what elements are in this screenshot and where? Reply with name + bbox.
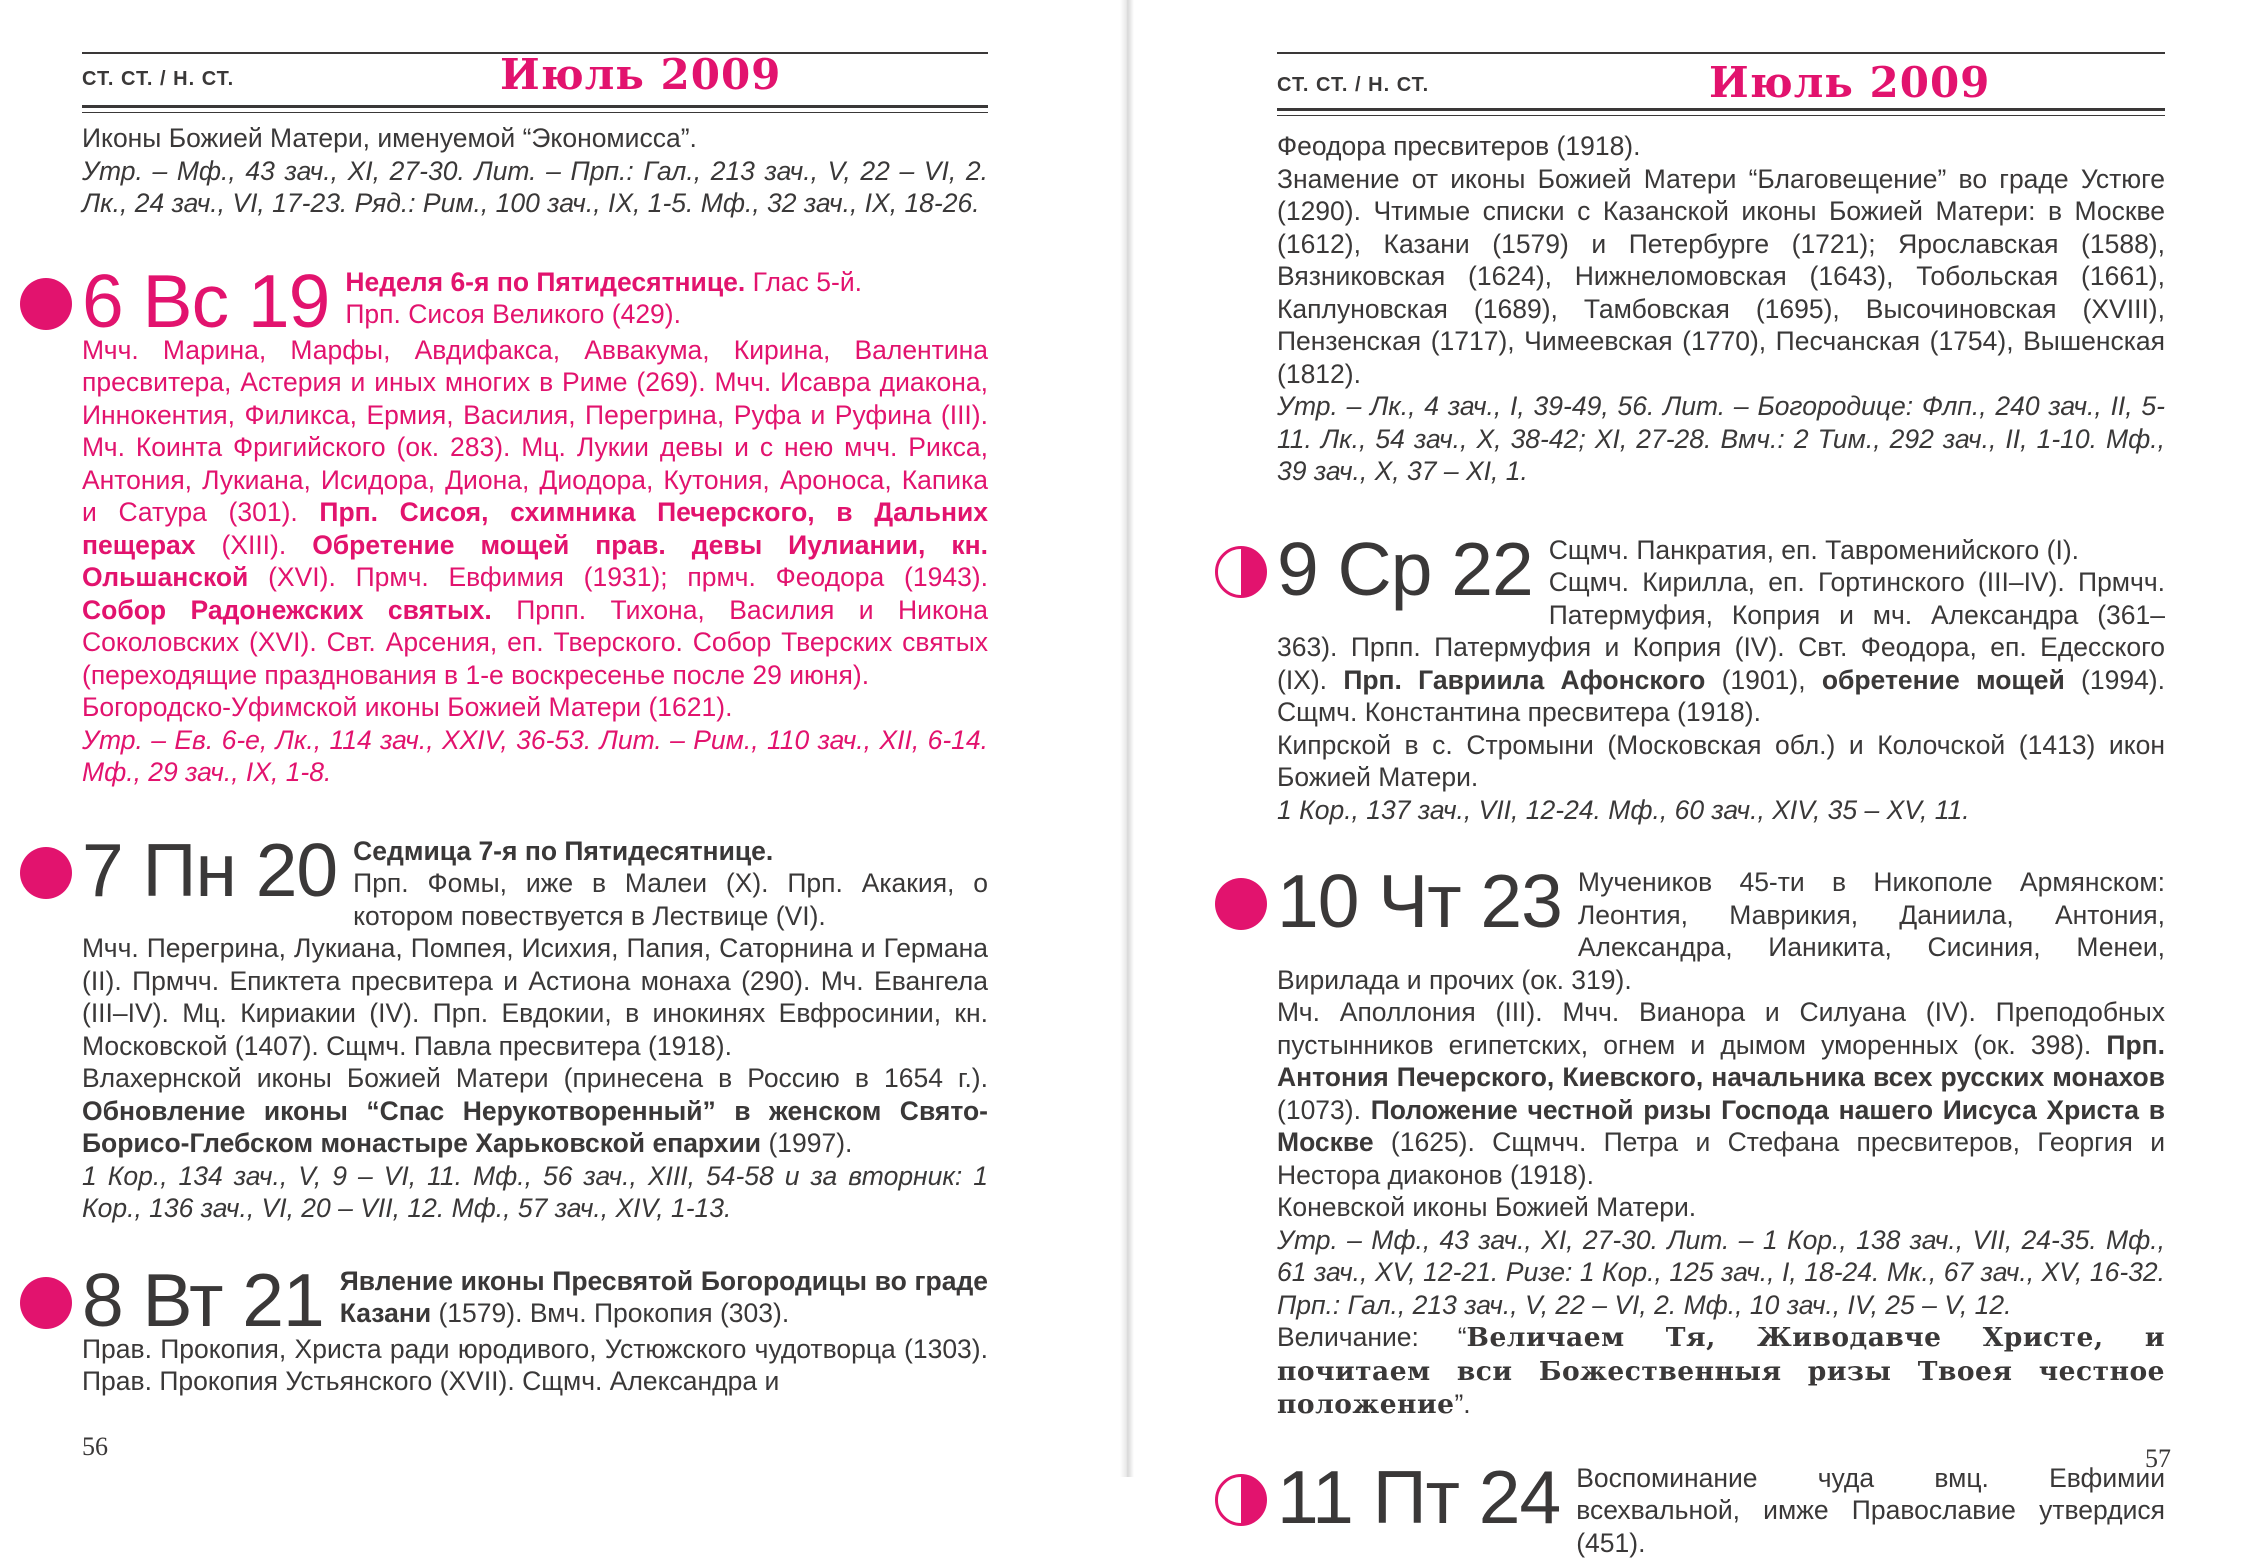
half-feast-mark-icon: [1215, 1474, 1267, 1526]
day-entry-10: [1277, 866, 2165, 1422]
header-rule: [1277, 52, 2165, 54]
day-subtitle: Прп. Сисоя Великого (429).: [82, 298, 988, 331]
day-heading: [82, 837, 337, 903]
entry-part: (1901),: [1705, 665, 1821, 695]
readings: Утр. – Мф., 43 зач., XI, 27-30. Лит. – 1 Кор., 138 зач., VII, 24-35. Мф., 61 зач., XV, 12-21. Ризе: 1 Кор., 125 зач., I, 18-24. Мк., 67 зач., XV, 16-32. Прп.: Гал., 213 зач., V, 22 – VI, 2. Мф., 10 зач., IV, 25 – V, 12.: [1277, 1224, 2165, 1322]
entry-text: Коневской иконы Божией Матери.: [1277, 1191, 2165, 1224]
header-rule: [82, 112, 988, 113]
header-rule: [1277, 115, 2165, 116]
entry-part-bold: Прп. Гавриила Афонского: [1343, 665, 1705, 695]
entry-text: Прав. Прокопия, Христа ради юродивого, Устюжского чудотворца (1303). Прав. Прокопия Устьянского (XVII). Сщмч. Александра и: [82, 1333, 988, 1398]
style-label: СТ. СТ. / Н. СТ.: [82, 68, 234, 91]
entry-part-bold: Собор Радонежских святых.: [82, 595, 492, 625]
day-entry-6: [82, 266, 988, 789]
readings: Утр. – Мф., 43 зач., XI, 27-30. Лит. – Прп.: Гал., 213 зач., V, 22 – VI, 2. Лк., 24 зач., VI, 17-23. Ряд.: Рим., 100 зач., IX, 1-5. Мф., 32 зач., IX, 18-26.: [82, 155, 988, 220]
entry-part: (XVI). Прмч. Евфимия (1931); прмч. Феодора (1943).: [248, 562, 988, 592]
magnification-text: Величаем Тя, Живодавче Христе, и почитаем вси Божественныя ризы Твоея честное положение: [1277, 1322, 2165, 1420]
left-column: [82, 122, 988, 1398]
entry-text: [82, 334, 988, 692]
magnification-end: ”.: [1454, 1389, 1470, 1419]
readings: 1 Кор., 137 зач., VII, 12-24. Мф., 60 зач., XIV, 35 – XV, 11.: [1277, 794, 2165, 827]
entry-part-bold: Прп. Антония Печерского, Киевского, начальника всех русских монахов: [1277, 1030, 2165, 1093]
day-heading: [1277, 536, 1533, 602]
right-page-header: [1277, 0, 2165, 120]
entry-text: [82, 1062, 988, 1160]
right-column: [1277, 130, 2165, 1559]
feast-mark-icon: [20, 847, 72, 899]
entry-part: (1073).: [1277, 1095, 1371, 1125]
tone: Глас 5-й.: [745, 267, 862, 297]
entry-part: (1625). Сщмчч. Петра и Стефана пресвитеров, Георгия и Нестора диаконов (1918).: [1277, 1127, 2165, 1190]
entry-text: Мчч. Перегрина, Лукиана, Помпея, Исихия, Папия, Саторнина и Германа (II). Прмчч. Епиктета пресвитера и Астиона монаха (290). Мч. Евангела (III–IV). Мц. Кириакии (IV). Прп. Евдокии, в инокинях Евфросинии, кн. Московской (1407). Сщмч. Павла пресвитера (1918).: [82, 932, 988, 1062]
day-heading: [82, 268, 329, 334]
feast-mark-icon: [20, 1277, 72, 1329]
left-page-header: [82, 0, 988, 120]
sunday-title: Неделя 6-я по Пятидесятнице.: [345, 267, 745, 297]
entry-text: Феодора пресвитеров (1918).: [1277, 130, 2165, 163]
half-feast-mark-icon: [1215, 546, 1267, 598]
entry-part: Прпп. Тихона, Василия и Никона Соколовских (XVI). Свт. Арсения, еп. Тверского. Собор Тверских святых (переходящие празднования в 1-е воскресенье после 29 июня).: [82, 595, 988, 690]
day-heading: [82, 1267, 324, 1333]
page-number: 57: [2145, 1444, 2171, 1474]
feast-mark-icon: [1215, 878, 1267, 930]
entry-text: [1277, 996, 2165, 1191]
entry-part-bold: Явление иконы Пресвятой Богородицы во граде Казани: [340, 1266, 988, 1329]
entry-text: Знамение от иконы Божией Матери “Благовещение” во граде Устюге (1290). Чтимые списки с Казанской иконы Божией Матери: в Москве (1612), Казани (1579) и Петербурге (1721); Ярославская (1588), Вязниковская (1624), Нижнеломовская (1643), Тобольская (1661), Каплуновская (1689), Тамбовская (1695), Высочиновская (XVIII), Пензенская (1717), Чимеевская (1770), Песчанская (1754), Вышенская (1812).: [1277, 163, 2165, 391]
day-heading: [1277, 868, 1562, 934]
entry-part: Сщмч. Кирилла, еп. Гортинского (III–IV). Прмчч. Патермуфия, Коприя и мч. Александра (361–363). Прпп. Патермуфия и Коприя (IV). Свт. Феодора, еп. Едесского (IX).: [1277, 567, 2165, 695]
readings: Утр. – Ев. 6-е, Лк., 114 зач., XXIV, 36-53. Лит. – Рим., 110 зач., XII, 6-14. Мф., 29 зач., IX, 1-8.: [82, 724, 988, 789]
entry-part: Мчч. Марина, Марфы, Авдифакса, Аввакума, Кирина, Валентина пресвитера, Астерия и иных многих в Риме (269). Мчч. Исавра диакона, Иннокентия, Филикса, Ермия, Василия, Перегрина, Руфа и Руфина (III). Мч. Коинта Фригийского (ок. 283). Мц. Лукии девы и с нею мчч. Рикса, Антония, Лукиана, Исидора, Диона, Диодора, Кутония, Ароноса, Капика и Сатура (301).: [82, 335, 988, 528]
entry-part-bold: Обретение мощей прав. девы Иулиании, кн. Ольшанской: [82, 530, 988, 593]
entry-part: Влахернской иконы Божией Матери (принесена в Россию в 1654 г.).: [82, 1063, 988, 1093]
day-heading-text: 10 Чт 23: [1277, 859, 1562, 943]
readings: Утр. – Лк., 4 зач., I, 39-49, 56. Лит. – Богородице: Флп., 240 зач., II, 5-11. Лк., 54 зач., X, 38-42; XI, 27-28. Вмч.: 2 Тим., 292 зач., II, 1-10. Мф., 39 зач., X, 37 – XI, 1.: [1277, 390, 2165, 488]
day-title: Седмица 7-я по Пятидесятнице.: [82, 835, 988, 868]
entry-text: Богородско-Уфимской иконы Божией Матери (1621).: [82, 691, 988, 724]
entry-part: (1997).: [761, 1128, 852, 1158]
day-title: Воспоминание чуда вмц. Евфимии всехвальной, имже Православие утвердися (451).: [1277, 1462, 2165, 1559]
page-number: 56: [82, 1432, 108, 1462]
day-heading-text: 6 Вс 19: [82, 259, 329, 343]
entry-part: (1994). Сщмч. Константина пресвитера (1918).: [1277, 665, 2165, 728]
day-heading-text: 7 Пн 20: [82, 828, 337, 912]
entry-part: (1579). Вмч. Прокопия (303).: [431, 1298, 789, 1328]
month-title: Июль 2009: [1709, 58, 1990, 107]
day-heading-text: 9 Ср 22: [1277, 527, 1533, 611]
day-entry-9: [1277, 534, 2165, 827]
entry-part-bold: Положение честной ризы Господа нашего Иисуса Христа в Москве: [1277, 1095, 2165, 1158]
entry-text: Иконы Божией Матери, именуемой “Экономисса”.: [82, 122, 988, 155]
entry-part: (XIII).: [196, 530, 313, 560]
entry-part-bold: Обновление иконы “Спас Нерукотворенный” в женском Свято-Борисо-Глебском монастыре Харьковской епархии: [82, 1096, 988, 1159]
readings: 1 Кор., 134 зач., V, 9 – VI, 11. Мф., 56 зач., XIII, 54-58 и за вторник: 1 Кор., 136 зач., VI, 20 – VII, 12. Мф., 57 зач., XIV, 1-13.: [82, 1160, 988, 1225]
right-page: [1135, 0, 2243, 1477]
day-entry-7: [82, 835, 988, 1225]
entry-part: Мч. Аполлония (III). Мчч. Вианора и Силуана (IV). Преподобных пустынников египетских, огнем и дымом уморенных (ок. 398).: [1277, 997, 2165, 1060]
style-label: СТ. СТ. / Н. СТ.: [1277, 74, 1429, 97]
entry-text: Кипрской в с. Стромыни (Московская обл.) и Колочской (1413) икон Божией Матери.: [1277, 729, 2165, 794]
entry-part-bold: Прп. Сисоя, схимника Печерского, в Дальних пещерах: [82, 497, 988, 560]
header-rule: [1277, 108, 2165, 111]
day-heading-text: 11 Пт 24: [1277, 1455, 1560, 1539]
day-heading: [1277, 1464, 1560, 1530]
day-subtitle: Прп. Фомы, иже в Малеи (X). Прп. Акакия, о котором повествуется в Лествице (VI).: [82, 867, 988, 932]
left-page: [0, 0, 1120, 1477]
book-gutter: [1120, 0, 1134, 1477]
day-heading-text: 8 Вт 21: [82, 1258, 324, 1342]
magnification-label: Величание: “: [1277, 1322, 1467, 1352]
header-rule: [82, 105, 988, 108]
day-entry-8: [82, 1265, 988, 1398]
day-title: Сщмч. Панкратия, еп. Тавроменийского (I).: [1277, 534, 2165, 567]
magnification: [1277, 1321, 2165, 1422]
feast-mark-icon: [20, 278, 72, 330]
day-title: Мучеников 45-ти в Никополе Армянском: Леонтия, Маврикия, Даниила, Антония, Александра, Ианикита, Сисиния, Менеи, Вирилада и прочих (ок. 319).: [1277, 866, 2165, 996]
month-title: Июль 2009: [500, 50, 781, 99]
entry-part-bold: обретение мощей: [1822, 665, 2065, 695]
day-entry-11: [1277, 1462, 2165, 1559]
